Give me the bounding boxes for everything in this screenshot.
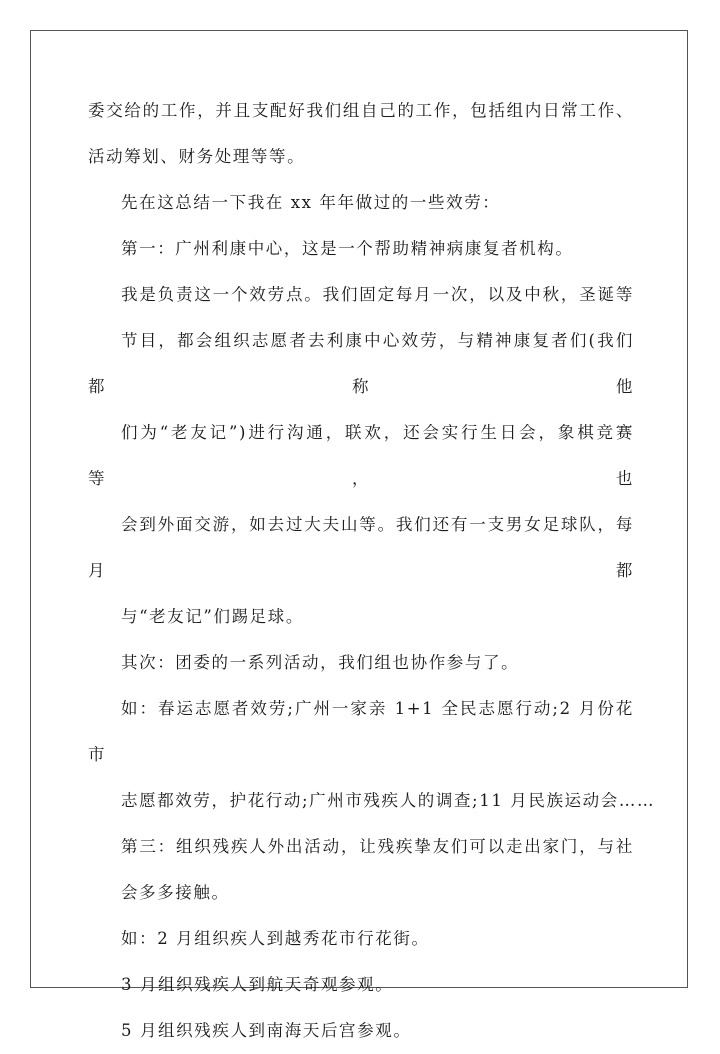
paragraph-line: 5 月组织残疾人到南海天后宫参观。 [121, 1021, 412, 1040]
paragraph [88, 640, 634, 686]
paragraph [88, 272, 634, 640]
paragraph-line: 如：2 月组织疾人到越秀花市行花街。 [121, 929, 430, 948]
paragraph [88, 226, 634, 272]
paragraph [88, 180, 634, 226]
paragraph-line: 与“老友记”们踢足球。 [121, 607, 304, 626]
paragraph-line: 其次：团委的一系列活动，我们组也协作参与了。 [121, 653, 520, 672]
paragraph [88, 686, 656, 824]
paragraph [88, 88, 634, 180]
paragraph-line: 志愿都效劳，护花行动;广州市残疾人的调查;11 月民族运动会…… [121, 791, 656, 810]
paragraph [88, 1008, 634, 1054]
paragraph-line: 会到外面交游，如去过大夫山等。我们还有一支男女足球队，每月都 [88, 515, 634, 580]
paragraph [88, 916, 634, 962]
paragraph [88, 962, 634, 1008]
paragraph-line: 3 月组织残疾人到航天奇观参观。 [121, 975, 394, 994]
paragraph-line: 我是负责这一个效劳点。我们固定每月一次，以及中秋，圣诞等 [121, 285, 634, 304]
paragraph-line: 们为“老友记”)进行沟通，联欢，还会实行生日会，象棋竞赛等，也 [88, 423, 634, 488]
paragraph-line: 第一：广州利康中心，这是一个帮助精神病康复者机构。 [121, 239, 574, 258]
paragraph-line: 活动筹划、财务处理等等。 [88, 147, 306, 166]
paragraph-line: 节目，都会组织志愿者去利康中心效劳，与精神康复者们(我们都称他 [88, 331, 634, 396]
paragraph [88, 824, 634, 916]
document-body [88, 88, 656, 1054]
paragraph-line: 会多多接触。 [121, 883, 230, 902]
paragraph-line: 委交给的工作，并且支配好我们组自己的工作，包括组内日常工作、 [88, 101, 634, 120]
paragraph-line: 第三：组织残疾人外出活动，让残疾挚友们可以走出家门，与社 [121, 837, 634, 856]
paragraph-line: 如：春运志愿者效劳;广州一家亲 1+1 全民志愿行动;2 月份花市 [88, 699, 634, 764]
paragraph-line: 先在这总结一下我在 xx 年年做过的一些效劳： [121, 193, 501, 212]
